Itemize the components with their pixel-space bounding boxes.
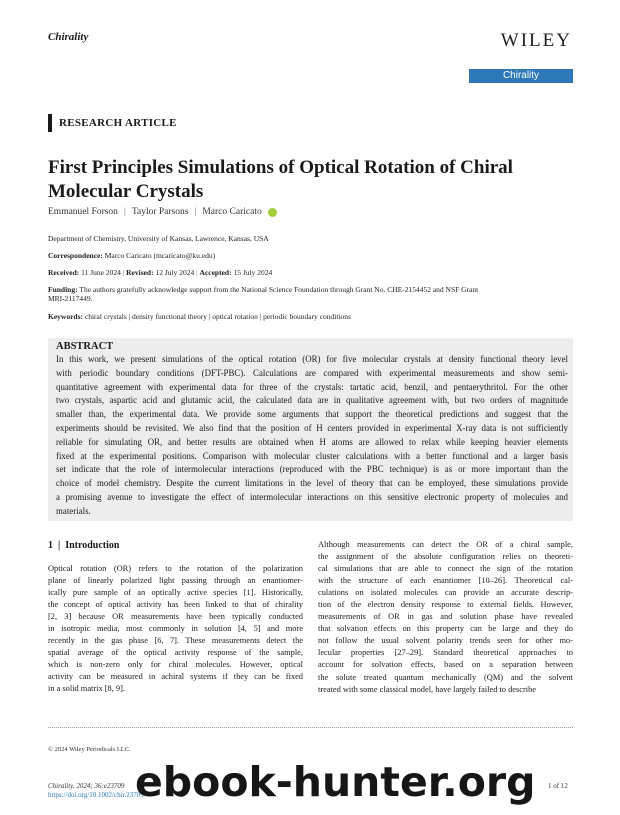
journal-name: Chirality [48,31,89,43]
body-line: recently in the gas phase [6, 7]. These measurements detect the [48,636,303,646]
accepted-date: 15 July 2024 [233,268,273,277]
author-separator: | [194,207,197,217]
author-name[interactable]: Taylor Parsons [131,207,189,217]
section-heading [48,540,119,551]
body-line: activity can be measured in achiral systems if they can be fixed [48,672,303,682]
received-label: Received: [48,268,80,277]
abstract-line: reliable for simulating OR, and better results are obtained when H atoms are allowed to relax while keeping heavier elements [56,436,568,447]
body-column-right [318,539,573,696]
section-separator: | [58,540,61,551]
body-line: culations on isolated molecules can provide an accurate descrip- [318,588,573,598]
article-title [48,156,568,204]
body-line: in isotropic media, most commonly in solution [4, 5] and more [48,624,303,634]
journal-badge: Chirality [469,69,573,83]
funding-text: The authors gratefully acknowledge support from the National Science Foundation through Grant No. CHE-2154452 and NSF Grant [79,285,479,294]
abstract-line: smaller than, the experimental data. We provide some arguments that support the theoretical predictions and suggest that the [56,409,568,420]
body-line: lecular properties [27–29]. Standard theoretical approaches to [318,648,573,658]
abstract-line: with periodic boundary conditions (DFT-PBC). Calculations are compared with experimental measurements and show semi- [56,367,568,378]
body-line: ically pure sample of an optically active species [1]. Historically, [48,588,303,598]
page-number: 1 of 12 [548,782,568,790]
title-line: Molecular Crystals [48,181,204,202]
watermark: ebook-hunter.org [135,758,536,806]
abstract-heading: ABSTRACT [56,341,114,352]
body-line: which is non-zero only for chiral molecules. However, optical [48,660,303,670]
funding [48,285,568,303]
body-line: measurements of OR in gas and solution phase have revealed [318,612,573,622]
body-line: the concept of optical activity has been linked to that of chirality [48,600,303,610]
date-separator: | [122,268,125,277]
keywords [48,312,351,321]
body-line: spatial average of the optical activity response of the sample, [48,648,303,658]
body-line: treated with some classical model, have largely failed to describe [318,684,536,694]
body-line: cal simulations that are able to connect the sign of the rotation [318,564,573,574]
body-column-left [48,563,303,696]
body-line: Optical rotation (OR) refers to the rotation of the polarization [48,564,303,573]
orcid-icon[interactable] [268,208,277,217]
body-line: the solute treated quantum mechanically (QM) and the solvent [318,672,573,682]
citation: Chirality, 2024; 36:e23709 [48,782,125,790]
affiliation: Department of Chemistry, University of Kansas, Lawrence, Kansas, USA [48,234,269,243]
article-type: RESEARCH ARTICLE [48,114,177,132]
abstract-line: quantitative agreement with experimental data for three of the crystals: tartatic acid, benzil, and pentaerythritol. For the other [56,381,568,392]
abstract-line: In this work, we present simulations of the optical rotation (OR) for five molecular crystals at density functional theory level [56,354,568,364]
correspondence-value[interactable]: Marco Caricato (mcaricato@ku.edu) [104,251,216,260]
footer-divider [48,727,573,728]
revised-label: Revised: [126,268,154,277]
date-separator: | [196,268,198,277]
publisher-logo: WILEY [500,30,572,51]
body-line: not follow the usual solvent polarity trends seen for other mo- [318,636,573,646]
body-line: the assignment of the absolute configuration relies on theoreti- [318,552,573,562]
abstract-line: experiments should be revisited. We also find that the position of H centers provided in experimental X-ray data is not sufficiently [56,422,568,433]
body-line: Although measurements can detect the OR of a chiral sample, [318,540,573,549]
body-line: account for solvation effects, based on a separation between [318,660,573,670]
copyright: © 2024 Wiley Periodicals LLC. [48,746,131,753]
author-separator: | [123,207,126,217]
keywords-value: chiral crystals | density functional theory | optical rotation | periodic boundary conditions [84,312,351,321]
correspondence [48,251,215,260]
abstract-line: choice of model chemistry. Despite the current limitations in the level of theory that can be employed, these simulations provide [56,478,568,489]
doi-link[interactable]: https://doi.org/10.1002/chir.23709 [48,791,144,799]
author-list [48,207,277,217]
keywords-label: Keywords: [48,312,83,321]
body-line: plane of linearly polarized light passing through an enantiomer- [48,576,303,586]
body-line: with the structure of each enantiomer [10–26]. Theoretical cal- [318,576,573,586]
received-date: 11 June 2024 [81,268,121,277]
revised-date: 12 July 2024 [155,268,195,277]
funding-text: MRI-2117449. [48,294,93,303]
abstract-line: a promising avenue to investigate the effect of intermolecular interactions on this sensitive electronic property of molecules and [56,491,568,502]
abstract-body [56,353,568,519]
section-number: 1 [48,540,53,551]
accepted-label: Accepted: [199,268,232,277]
abstract-line: two crystals, aspartic acid and glutamic acid, the calculated data are in qualitative agreement with, but two orders of magnitude [56,395,568,406]
author-name[interactable]: Marco Caricato [202,207,262,217]
body-line: [2, 3] because OR measurements have been typically conducted [48,612,303,622]
title-line: First Principles Simulations of Optical Rotation of Chiral [48,157,513,178]
history-dates [48,268,272,277]
abstract-line: set indicate that the role of intermolecular interactions (reproduced with the PBC technique) is as or more important than the [56,464,568,475]
section-title: Introduction [65,540,120,551]
author-name[interactable]: Emmanuel Forson [48,207,118,217]
funding-label: Funding: [48,285,78,294]
abstract-line: fixed at the experimental positions. Comparison with molecular cluster calculations with a better functional and a larger basis [56,450,568,461]
body-line: that solvation effects on this property can be large and they do [318,624,573,634]
correspondence-label: Correspondence: [48,251,103,260]
body-line: in a solid matrix [8, 9]. [48,684,125,694]
abstract-line: materials. [56,505,91,516]
body-line: tion of the electron density response to external fields. However, [318,600,573,610]
